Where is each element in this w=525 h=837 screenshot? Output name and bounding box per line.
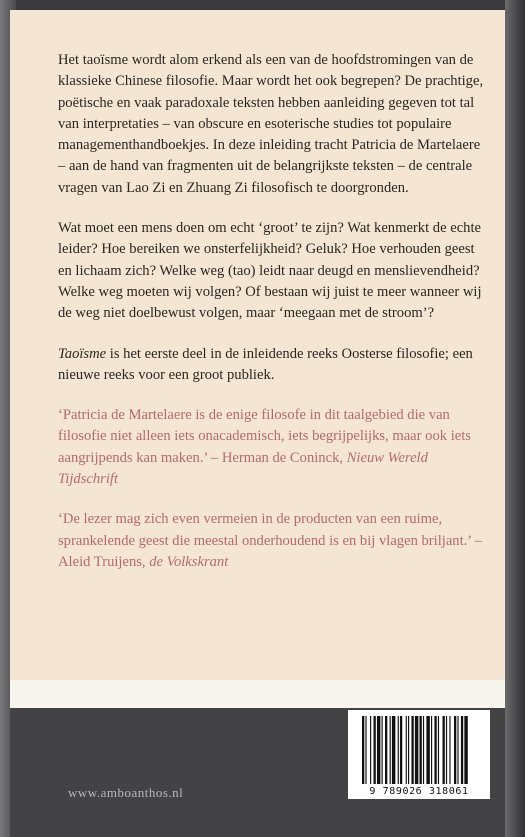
quote-text: ‘De lezer mag zich even vermeien in de producten van een ruime, sprankelende geest die meestal onderhoudend is en bij vlagen briljant.’ – Aleid Truijens, <box>58 511 483 570</box>
barcode-bar <box>382 716 383 784</box>
barcode-bar <box>365 716 366 784</box>
barcode-bar <box>406 716 407 784</box>
isbn-barcode <box>348 710 490 799</box>
barcode-bar <box>426 716 429 784</box>
page-shadow <box>505 0 525 837</box>
publisher-website: www.amboanthos.nl <box>68 785 184 800</box>
series-text: is het eerste deel in de inleidende reeks Oosterse filosofie; een nieuwe reeks voor een groot publiek. <box>58 345 473 383</box>
barcode-bar <box>398 716 399 784</box>
barcode-bar <box>438 716 439 784</box>
barcode-bar <box>400 716 402 784</box>
white-band <box>10 680 505 708</box>
barcode-bar <box>454 716 456 784</box>
barcode-bar <box>408 716 409 784</box>
quote-truijens <box>58 509 490 573</box>
paragraph-intro: Het taoïsme wordt alom erkend als een van de hoofdstromingen van de klassieke Chinese filosofie. Maar wordt het ook begrepen? De prachtige, poëtische en vaak paradoxale teksten hebben aanleiding gegeven tot tal van interpretaties – van obscure en esoterische studies tot populaire managementhandboekjes. In deze inleiding tracht Patricia de Martelaere – aan de hand van fragmenten uit de belangrijkste teksten – de centrale vragen van Lao Zi en Zhuang Zi filosofisch te doorgronden. <box>58 52 484 196</box>
barcode-bar <box>385 716 387 784</box>
barcode-bar <box>411 716 413 784</box>
barcode-bar <box>446 716 447 784</box>
barcode-bar <box>464 716 467 784</box>
barcode-bar <box>420 716 422 784</box>
barcode-bar <box>423 716 424 784</box>
barcode-bar <box>392 716 395 784</box>
barcode-bar <box>434 716 436 784</box>
book-title: Taoïsme <box>58 345 107 362</box>
barcode-bar <box>449 716 450 784</box>
paragraph-questions: Wat moet een mens doen om echt ‘groot’ te zijn? Wat kenmerkt de echte leider? Hoe bereiken we onsterfelijkheid? Geluk? Hoe verhouden geest en lichaam zich? Welke weg (tao) leidt naar deugd en menslievendheid? Welke weg moeten wij volgen? Of bestaan wij juist te meer wanneer wij de weg niet doelbewust volgen, maar ‘meegaan met de stroom’? <box>58 220 482 322</box>
barcode-bars <box>348 710 490 786</box>
barcode-bar <box>390 716 391 784</box>
barcode-bar <box>377 716 380 784</box>
barcode-bar <box>457 716 458 784</box>
isbn-number: 9 789026 318061 <box>369 786 469 797</box>
barcode-bar <box>431 716 432 784</box>
barcode-bar <box>362 716 364 784</box>
barcode-bar <box>443 716 445 784</box>
blurb <box>58 50 490 592</box>
barcode-bar <box>374 716 376 784</box>
barcode-bar <box>461 716 463 784</box>
quote-coninck <box>58 405 490 490</box>
paragraph-series <box>58 344 490 387</box>
barcode-bar <box>415 716 418 784</box>
quote-source: Nieuw Wereld Tijdschrift <box>58 449 428 488</box>
quote-source: de Volkskrant <box>149 553 229 570</box>
barcode-bar <box>370 716 371 784</box>
quote-text: ‘Patricia de Martelaere is de enige filosofe in dit taalgebied die van filosofie niet alleen iets onacademisch, iets begrijpelijks, maar ook iets aangrijpends kan maken.’ – Herman de Coninck, <box>58 407 471 466</box>
